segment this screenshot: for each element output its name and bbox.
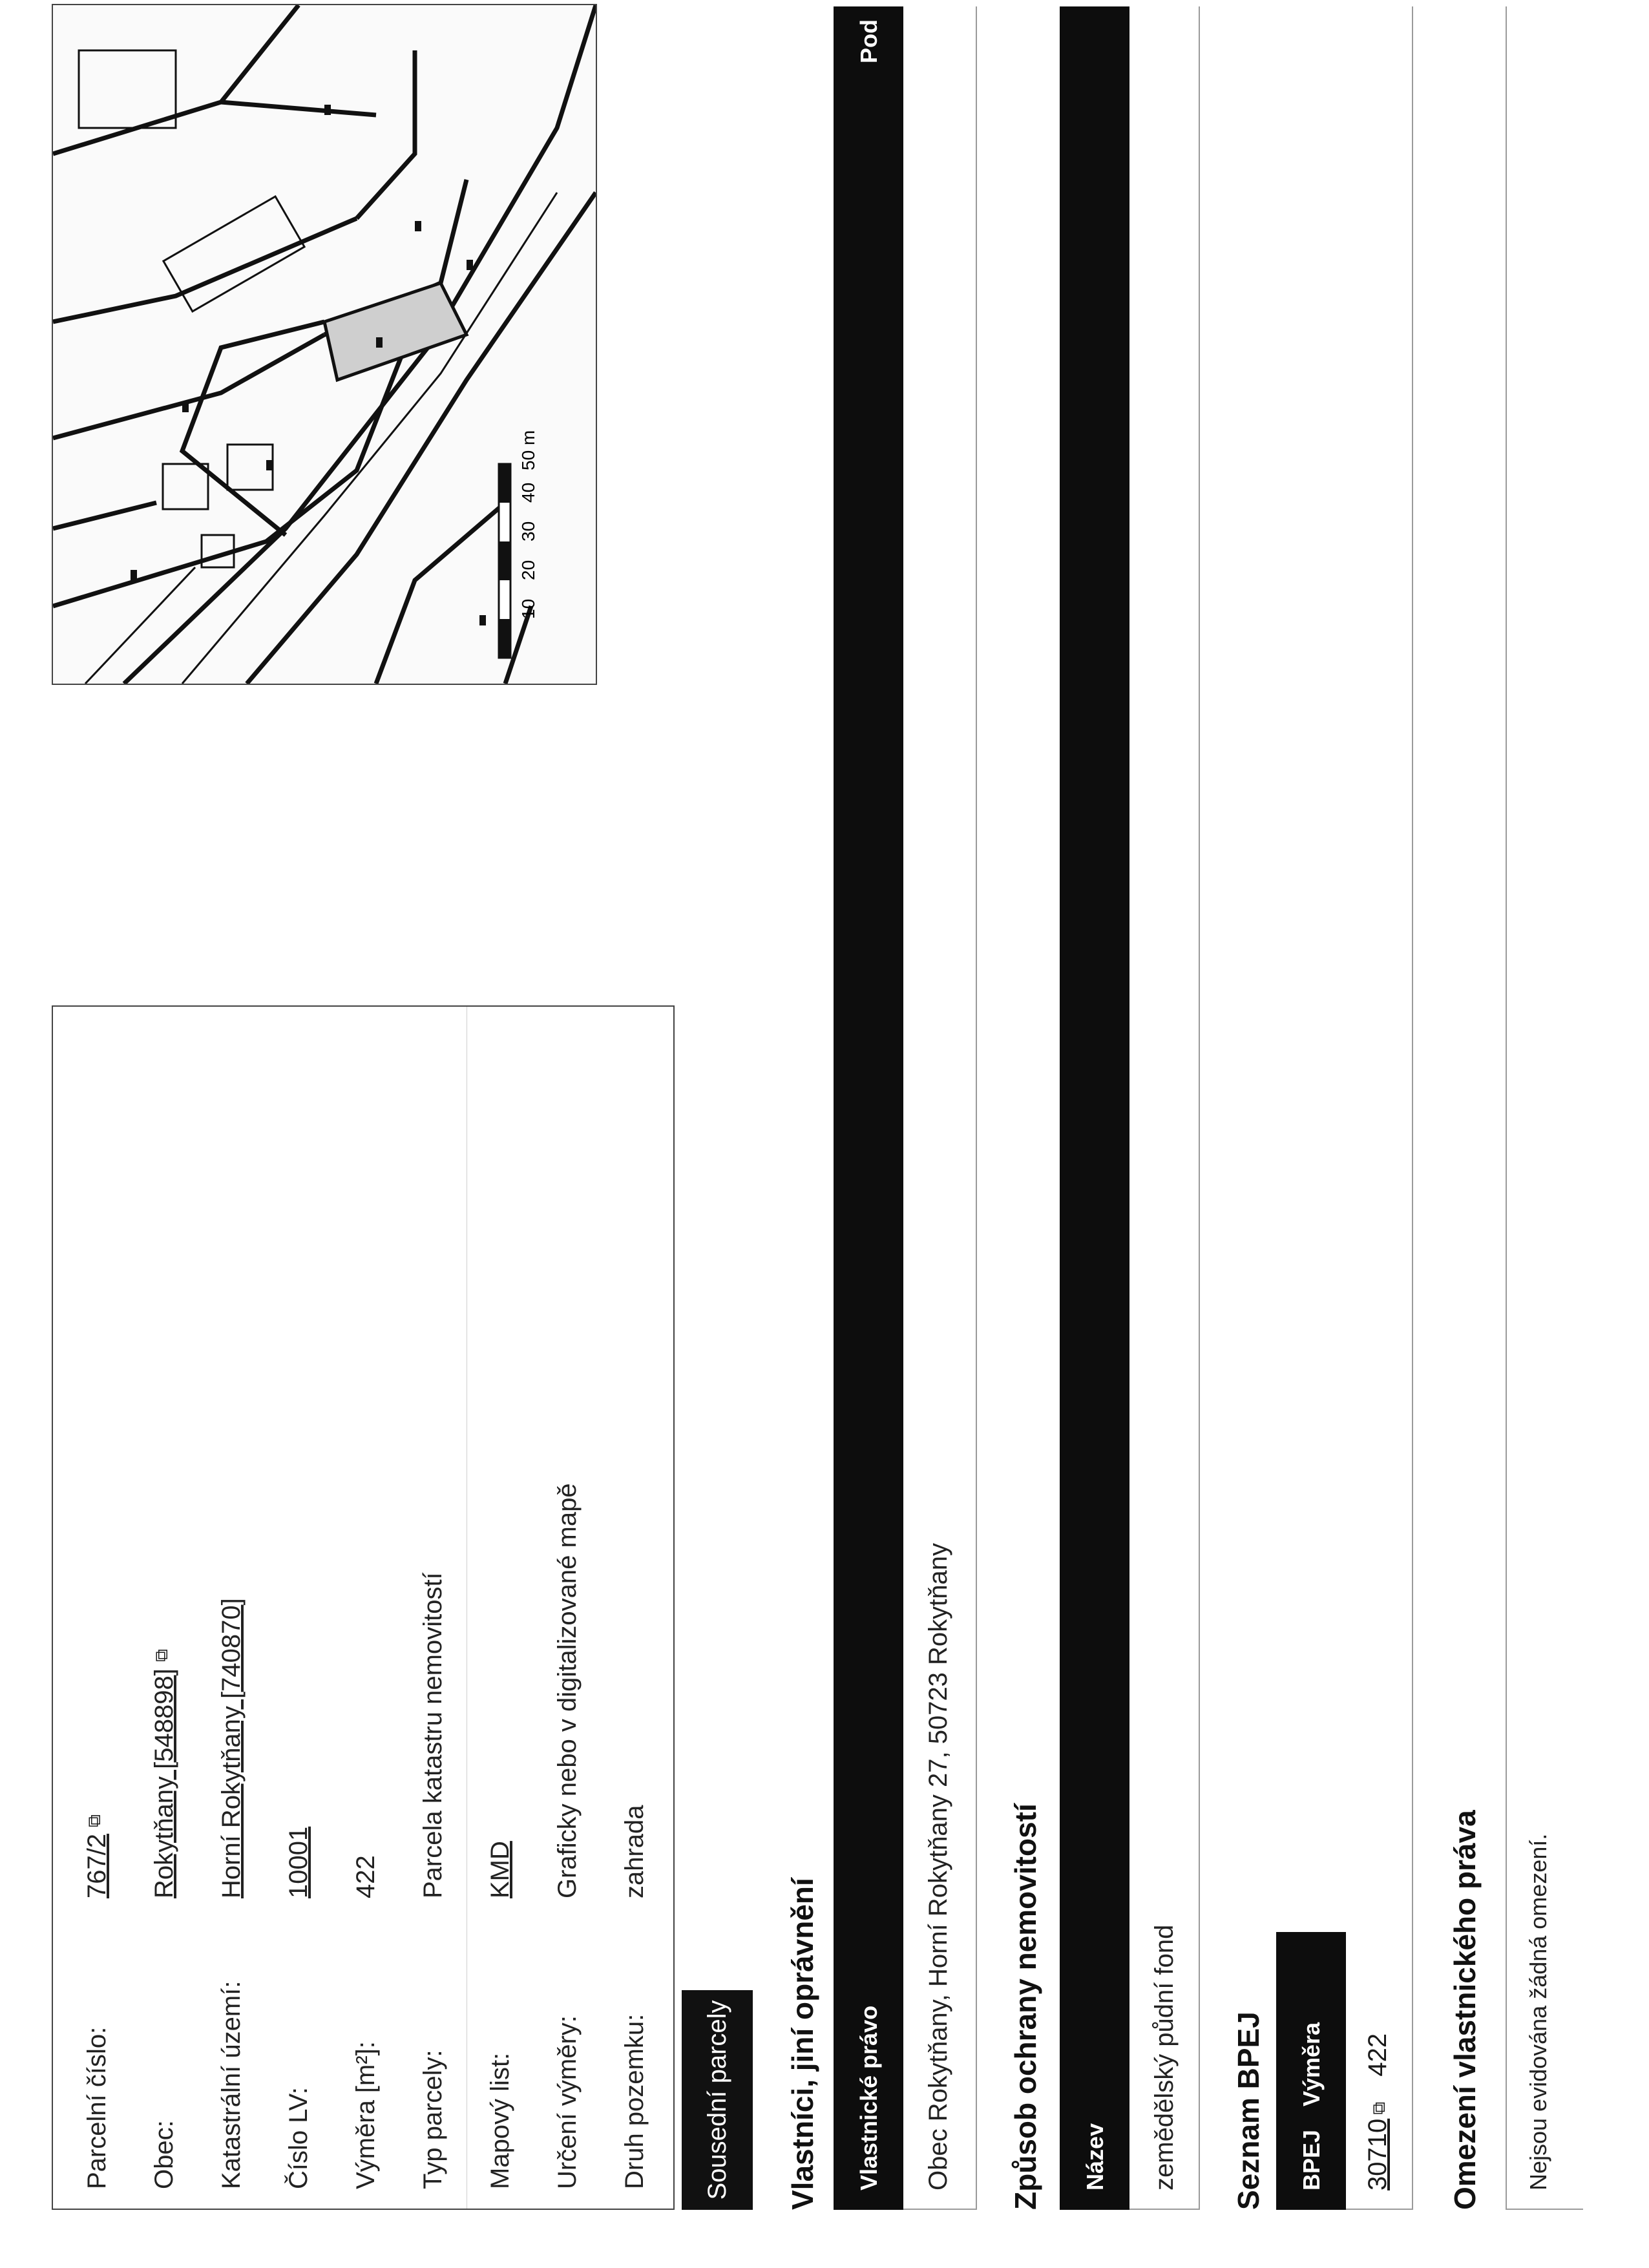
owners-header-right-label: Vlastnické právo xyxy=(856,2005,882,2190)
protection-title: Způsob ochrany nemovitostí xyxy=(1009,1803,1042,2210)
parcel-info-label: Obec: xyxy=(150,2120,178,2189)
parcel-info-value: zahrada xyxy=(620,1805,649,1898)
bpej-header-area: Výměra xyxy=(1298,2022,1325,2106)
bpej-area: 422 xyxy=(1363,2033,1392,2077)
owners-header-truncated: Pod xyxy=(856,19,882,63)
protection-header xyxy=(1060,6,1129,2210)
parcel-info-row xyxy=(332,1007,399,2209)
parcel-info-link[interactable]: Horní Rokytňany [740870] xyxy=(217,1598,246,1898)
parcel-info-label: Mapový list: xyxy=(486,2052,514,2189)
parcel-info-row xyxy=(63,1007,131,2209)
bpej-divider xyxy=(1412,6,1413,2210)
external-link-icon: ⧉ xyxy=(1369,2101,1389,2115)
parcel-info-label: Parcelní číslo: xyxy=(83,2026,111,2189)
parcel-info-value: 422 xyxy=(352,1855,380,1898)
map-drawing xyxy=(53,5,596,684)
protection-divider xyxy=(1199,6,1200,2210)
parcel-info-label: Výměra [m²]: xyxy=(352,2041,380,2189)
owner-row: Obec Rokytňany, Horní Rokytňany 27, 50723 Rokytňany xyxy=(924,1542,952,2190)
protection-border xyxy=(1129,2209,1199,2210)
bpej-title: Seznam BPEJ xyxy=(1232,2011,1265,2210)
parcel-info-row xyxy=(601,1007,668,2209)
restrictions-border xyxy=(1506,2209,1583,2210)
parcel-info-row xyxy=(534,1007,601,2209)
owners-header xyxy=(834,6,903,2210)
parcel-info-label: Typ parcely: xyxy=(419,2050,447,2189)
protection-header-label: Název xyxy=(1082,2123,1108,2190)
parcel-info-table xyxy=(52,1005,675,2210)
external-link-icon[interactable]: ⧉ xyxy=(151,1649,171,1662)
parcel-info-row xyxy=(399,1007,467,2209)
bpej-header xyxy=(1276,1932,1346,2210)
external-link-icon[interactable]: ⧉ xyxy=(84,1814,104,1827)
scale-label: 50 m xyxy=(518,430,538,470)
parcel-info-value: Graficky nebo v digitalizované mapě xyxy=(553,1483,582,1898)
parcel-info-link[interactable]: KMD xyxy=(486,1841,514,1898)
parcel-info-label: Katastrální území: xyxy=(217,1980,246,2189)
parcel-info-link[interactable]: Rokytňany [548898] xyxy=(150,1668,178,1898)
parcel-info-label: Číslo LV: xyxy=(284,2087,313,2189)
parcel-info-label: Druh pozemku: xyxy=(620,2013,649,2189)
restrictions-divider xyxy=(1506,6,1507,2210)
bpej-border xyxy=(1346,2209,1412,2210)
parcel-info-label: Určení výměry: xyxy=(553,2015,582,2189)
parcel-map[interactable] xyxy=(52,4,597,685)
bpej-header-code: BPEJ xyxy=(1298,2129,1325,2190)
scale-tick: 10 xyxy=(518,598,538,619)
protection-row: zemědělský půdní fond xyxy=(1150,1924,1179,2190)
parcel-info-row xyxy=(467,1007,534,2209)
parcel-info-row xyxy=(131,1007,198,2209)
bpej-row xyxy=(1363,2033,1392,2190)
parcel-info-link[interactable]: 10001 xyxy=(284,1826,313,1898)
owners-title: Vlastníci, jiní oprávnění xyxy=(786,1878,819,2210)
restrictions-text: Nejsou evidována žádná omezení. xyxy=(1525,1833,1551,2190)
owners-border xyxy=(903,2209,976,2210)
restrictions-title: Omezení vlastnického práva xyxy=(1448,1810,1482,2210)
parcel-info-row xyxy=(265,1007,332,2209)
parcel-info-row xyxy=(198,1007,265,2209)
parcel-info-value: Parcela katastru nemovitostí xyxy=(419,1572,447,1898)
parcel-info-link[interactable]: 767/2 xyxy=(83,1833,111,1898)
scale-tick: 40 xyxy=(518,482,538,503)
scale-tick: 30 xyxy=(518,521,538,541)
scale-tick: 20 xyxy=(518,560,538,580)
owners-divider xyxy=(976,6,977,2210)
bpej-code-link[interactable]: 30710 xyxy=(1363,2118,1392,2190)
neighbor-parcels-button[interactable]: Sousední parcely xyxy=(682,1990,753,2210)
